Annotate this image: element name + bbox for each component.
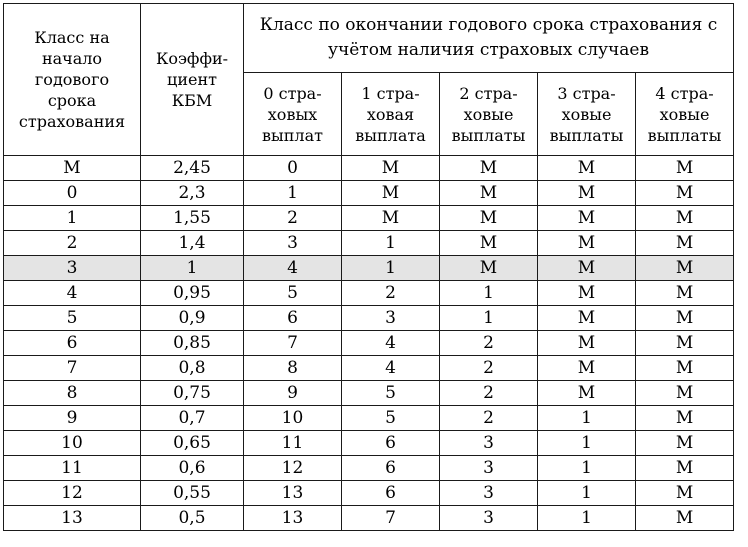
header-payouts-3 bbox=[538, 73, 636, 156]
cell-payout-0: 5 bbox=[244, 281, 342, 306]
cell-start-class: 7 bbox=[4, 356, 141, 381]
header-payouts-0-label: 0 стра-ховых выплат bbox=[262, 83, 323, 145]
cell-payout-4: М bbox=[636, 356, 734, 381]
table-row bbox=[4, 281, 734, 306]
cell-kbm: 0,65 bbox=[141, 431, 244, 456]
cell-payout-2: 1 bbox=[440, 306, 538, 331]
cell-kbm: 0,95 bbox=[141, 281, 244, 306]
cell-payout-1: 7 bbox=[342, 506, 440, 531]
table-row bbox=[4, 506, 734, 531]
cell-payout-3: М bbox=[538, 181, 636, 206]
table-row bbox=[4, 481, 734, 506]
header-start-class-label: Класс на начало годового срока страхования bbox=[18, 28, 126, 131]
cell-payout-2: 3 bbox=[440, 431, 538, 456]
cell-payout-0: 13 bbox=[244, 481, 342, 506]
cell-payout-3: М bbox=[538, 356, 636, 381]
table-row bbox=[4, 331, 734, 356]
table-row bbox=[4, 206, 734, 231]
cell-payout-2: 1 bbox=[440, 281, 538, 306]
cell-payout-1: 1 bbox=[342, 256, 440, 281]
cell-payout-1: М bbox=[342, 156, 440, 181]
cell-kbm: 0,75 bbox=[141, 381, 244, 406]
table-row bbox=[4, 431, 734, 456]
cell-payout-3: 1 bbox=[538, 481, 636, 506]
cell-payout-4: М bbox=[636, 181, 734, 206]
header-end-class-group-label: Класс по окончании годового срока страхования с учётом наличия страховых случаев bbox=[259, 15, 718, 60]
header-payouts-4 bbox=[636, 73, 734, 156]
table-row bbox=[4, 181, 734, 206]
cell-payout-1: 3 bbox=[342, 306, 440, 331]
cell-payout-0: 11 bbox=[244, 431, 342, 456]
cell-payout-2: 2 bbox=[440, 331, 538, 356]
cell-payout-4: М bbox=[636, 256, 734, 281]
cell-payout-2: М bbox=[440, 256, 538, 281]
cell-payout-1: М bbox=[342, 181, 440, 206]
cell-payout-0: 6 bbox=[244, 306, 342, 331]
cell-payout-3: 1 bbox=[538, 456, 636, 481]
table-row bbox=[4, 406, 734, 431]
cell-payout-4: М bbox=[636, 506, 734, 531]
table-row bbox=[4, 231, 734, 256]
cell-payout-4: М bbox=[636, 281, 734, 306]
cell-payout-1: 4 bbox=[342, 356, 440, 381]
header-payouts-3-label: 3 стра-ховые выплаты bbox=[549, 83, 624, 145]
cell-payout-0: 7 bbox=[244, 331, 342, 356]
cell-payout-3: М bbox=[538, 331, 636, 356]
table-row bbox=[4, 156, 734, 181]
cell-payout-1: 1 bbox=[342, 231, 440, 256]
cell-payout-3: М bbox=[538, 306, 636, 331]
header-coefficient bbox=[141, 4, 244, 156]
cell-payout-2: М bbox=[440, 206, 538, 231]
cell-kbm: 0,85 bbox=[141, 331, 244, 356]
cell-payout-0: 8 bbox=[244, 356, 342, 381]
cell-payout-2: 3 bbox=[440, 506, 538, 531]
cell-kbm: 0,5 bbox=[141, 506, 244, 531]
cell-payout-4: М bbox=[636, 481, 734, 506]
cell-payout-3: 1 bbox=[538, 506, 636, 531]
cell-kbm: 0,6 bbox=[141, 456, 244, 481]
header-payouts-1 bbox=[342, 73, 440, 156]
cell-start-class: 12 bbox=[4, 481, 141, 506]
cell-payout-2: 2 bbox=[440, 356, 538, 381]
cell-start-class: 13 bbox=[4, 506, 141, 531]
table-row bbox=[4, 381, 734, 406]
cell-kbm: 0,8 bbox=[141, 356, 244, 381]
cell-payout-4: М bbox=[636, 306, 734, 331]
table-row bbox=[4, 356, 734, 381]
cell-start-class: 8 bbox=[4, 381, 141, 406]
cell-payout-2: М bbox=[440, 181, 538, 206]
cell-payout-0: 12 bbox=[244, 456, 342, 481]
cell-payout-4: М bbox=[636, 431, 734, 456]
cell-payout-3: М bbox=[538, 231, 636, 256]
table-body bbox=[4, 156, 734, 531]
cell-start-class: 11 bbox=[4, 456, 141, 481]
cell-payout-1: 5 bbox=[342, 381, 440, 406]
cell-start-class: 9 bbox=[4, 406, 141, 431]
cell-payout-4: М bbox=[636, 381, 734, 406]
cell-payout-2: 2 bbox=[440, 406, 538, 431]
cell-kbm: 1,4 bbox=[141, 231, 244, 256]
cell-payout-0: 4 bbox=[244, 256, 342, 281]
cell-payout-3: М bbox=[538, 206, 636, 231]
cell-start-class: 6 bbox=[4, 331, 141, 356]
cell-payout-2: М bbox=[440, 231, 538, 256]
cell-kbm: 1,55 bbox=[141, 206, 244, 231]
cell-payout-0: 0 bbox=[244, 156, 342, 181]
cell-kbm: 0,9 bbox=[141, 306, 244, 331]
header-payouts-2 bbox=[440, 73, 538, 156]
cell-payout-4: М bbox=[636, 206, 734, 231]
cell-payout-4: М bbox=[636, 456, 734, 481]
header-payouts-0 bbox=[244, 73, 342, 156]
cell-payout-2: 3 bbox=[440, 481, 538, 506]
cell-kbm: 2,45 bbox=[141, 156, 244, 181]
cell-kbm: 0,55 bbox=[141, 481, 244, 506]
cell-start-class: 10 bbox=[4, 431, 141, 456]
cell-payout-1: 5 bbox=[342, 406, 440, 431]
cell-start-class: 4 bbox=[4, 281, 141, 306]
cell-payout-3: 1 bbox=[538, 431, 636, 456]
cell-kbm: 0,7 bbox=[141, 406, 244, 431]
cell-payout-0: 13 bbox=[244, 506, 342, 531]
cell-payout-3: М bbox=[538, 156, 636, 181]
table-row bbox=[4, 256, 734, 281]
cell-payout-1: 6 bbox=[342, 431, 440, 456]
cell-payout-3: М bbox=[538, 256, 636, 281]
kbm-table bbox=[3, 3, 734, 531]
header-payouts-4-label: 4 стра-ховые выплаты bbox=[647, 83, 722, 145]
header-start-class bbox=[4, 4, 141, 156]
cell-start-class: 3 bbox=[4, 256, 141, 281]
cell-start-class: М bbox=[4, 156, 141, 181]
cell-payout-1: 6 bbox=[342, 456, 440, 481]
cell-payout-4: М bbox=[636, 406, 734, 431]
table-row bbox=[4, 456, 734, 481]
cell-start-class: 5 bbox=[4, 306, 141, 331]
cell-kbm: 1 bbox=[141, 256, 244, 281]
cell-payout-2: М bbox=[440, 156, 538, 181]
cell-start-class: 0 bbox=[4, 181, 141, 206]
cell-payout-0: 3 bbox=[244, 231, 342, 256]
table-row bbox=[4, 306, 734, 331]
table-header bbox=[4, 4, 734, 156]
cell-payout-2: 2 bbox=[440, 381, 538, 406]
cell-payout-3: М bbox=[538, 381, 636, 406]
cell-payout-1: 2 bbox=[342, 281, 440, 306]
cell-start-class: 1 bbox=[4, 206, 141, 231]
cell-payout-1: М bbox=[342, 206, 440, 231]
cell-payout-4: М bbox=[636, 231, 734, 256]
cell-payout-4: М bbox=[636, 156, 734, 181]
cell-payout-0: 10 bbox=[244, 406, 342, 431]
cell-payout-3: М bbox=[538, 281, 636, 306]
cell-start-class: 2 bbox=[4, 231, 141, 256]
cell-payout-1: 6 bbox=[342, 481, 440, 506]
header-row-top bbox=[4, 4, 734, 73]
cell-payout-0: 1 bbox=[244, 181, 342, 206]
header-end-class-group bbox=[244, 4, 734, 73]
cell-payout-3: 1 bbox=[538, 406, 636, 431]
header-payouts-2-label: 2 стра-ховые выплаты bbox=[451, 83, 526, 145]
cell-payout-0: 2 bbox=[244, 206, 342, 231]
cell-payout-1: 4 bbox=[342, 331, 440, 356]
cell-payout-2: 3 bbox=[440, 456, 538, 481]
header-coefficient-label: Коэффи-циент КБМ bbox=[155, 49, 229, 110]
header-payouts-1-label: 1 стра-ховая выплата bbox=[355, 83, 426, 145]
cell-kbm: 2,3 bbox=[141, 181, 244, 206]
cell-payout-4: М bbox=[636, 331, 734, 356]
cell-payout-0: 9 bbox=[244, 381, 342, 406]
